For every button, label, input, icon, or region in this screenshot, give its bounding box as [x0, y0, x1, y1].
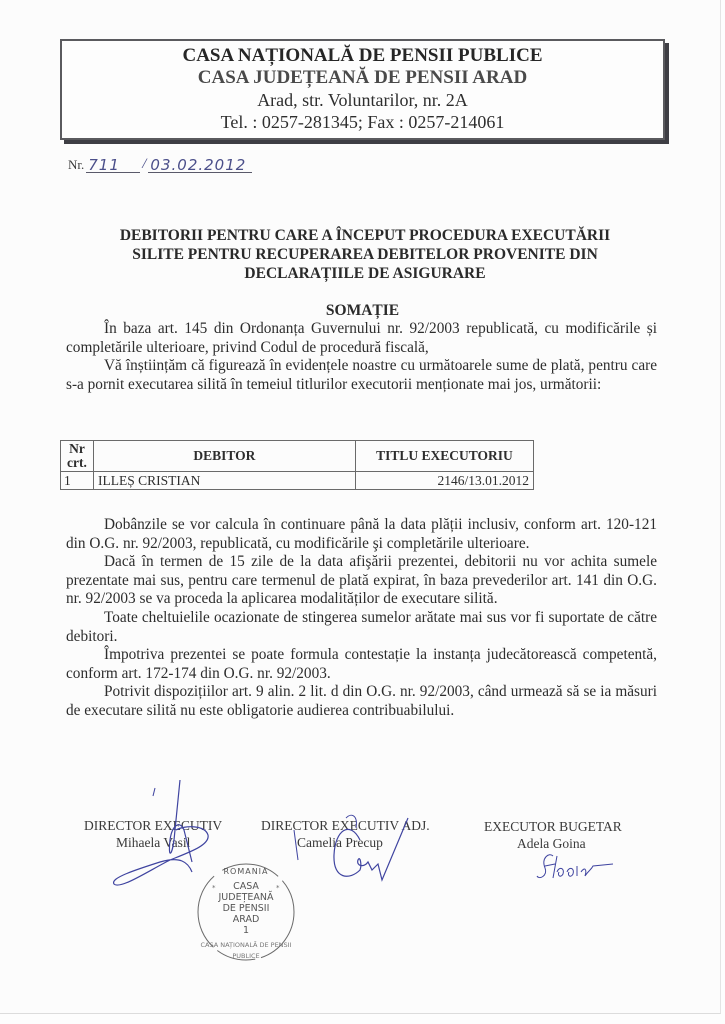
signature-block-deputy-director	[261, 817, 451, 851]
cell-debitor: ILLEȘ CRISTIAN	[93, 472, 355, 490]
stamp-bottom-arc: CASA NAȚIONALĂ DE PENSII PUBLICE	[200, 941, 292, 960]
stamp-top-arc: ROMANIA	[223, 867, 269, 876]
stamp-line-5: 1	[242, 925, 250, 936]
signature-name: Camelia Precup	[297, 835, 383, 850]
title-line-2: SILITE PENTRU RECUPERAREA DEBITELOR PROVENITE DIN	[132, 246, 598, 263]
intro-paragraph: În baza art. 145 din Ordonanța Guvernului nr. 92/2003 republicată, cu modificările și completările ulterioare, privind Codul de procedură fiscală,	[66, 320, 657, 356]
title-line-3: DECLARAȚIILE DE ASIGURARE	[244, 265, 486, 282]
signature-block-director	[84, 817, 264, 851]
signature-role: DIRECTOR EXECUTIV ADJ.	[261, 818, 430, 833]
signature-name: Mihaela Vasil	[116, 835, 191, 850]
header-county-house: CASA JUDEȚEANĂ DE PENSII ARAD	[197, 67, 528, 88]
registration-label: Nr.	[68, 157, 85, 172]
registration-number	[68, 156, 252, 173]
svg-text:*: *	[212, 884, 216, 892]
registration-separator: /	[142, 156, 147, 172]
column-header-debitor: DEBITOR	[93, 441, 355, 472]
title-line-1: DEBITORII PENTRU CARE A ÎNCEPUT PROCEDURA EXECUTĂRII	[119, 227, 611, 244]
intro-paragraphs	[66, 320, 657, 394]
header-address: Arad, str. Voluntarilor, nr. 2A	[257, 90, 468, 110]
table-row	[61, 472, 534, 490]
body-paragraph: Dacă în termen de 15 zile de la data afişării prezentei, debitorii nu vor achita sumele prezentate mai sus, pentru care termenul de plată expirat, în baza prevederilor art. 141 din O.G. nr. 92/2003 se va proceda la aplicarea modalităților de executare silită.	[66, 553, 657, 608]
svg-text:*: *	[276, 884, 280, 892]
column-header-nr: Nr crt.	[61, 441, 94, 472]
handwritten-signature-icon	[535, 850, 615, 885]
registration-number-value: 711	[86, 158, 140, 173]
cell-nr: 1	[61, 472, 94, 490]
header-national-house: CASA NAȚIONALĂ DE PENSII PUBLICE	[182, 45, 543, 66]
stamp-line-3: DE PENSII	[222, 903, 270, 914]
signature-name: Adela Goina	[517, 836, 586, 851]
document-title	[70, 226, 660, 283]
stamp-line-1: CASA	[233, 881, 259, 892]
debtor-table	[60, 440, 534, 490]
column-header-titlu: TITLU EXECUTORIU	[355, 441, 533, 472]
header-contact: Tel. : 0257-281345; Fax : 0257-214061	[220, 112, 505, 132]
body-paragraph: Dobânzile se vor calcula în continuare până la data plății inclusiv, conform art. 120-121 din O.G. nr. 92/2003, republicată, cu modificările şi completările ulterioare.	[66, 516, 657, 552]
signature-role: DIRECTOR EXECUTIV	[84, 818, 223, 833]
table-header-row	[61, 441, 534, 472]
cell-titlu: 2146/13.01.2012	[355, 472, 533, 490]
signature-role: EXECUTOR BUGETAR	[484, 819, 622, 834]
body-paragraph: Împotriva prezentei se poate formula contestație la instanța judecătorească competentă, conform art. 172-174 din O.G. nr. 92/2003.	[66, 646, 657, 682]
institution-header	[60, 39, 665, 140]
stamp-line-2: JUDEȚEANĂ	[218, 892, 274, 903]
body-paragraph: Potrivit dispozițiilor art. 9 alin. 2 lit. d din O.G. nr. 92/2003, când urmează să se ia măsuri de executare silită nu este obligatorie audierea contribuabilului.	[66, 683, 657, 719]
body-paragraphs	[66, 516, 657, 721]
registration-date: 03.02.2012	[148, 158, 252, 173]
official-stamp	[192, 860, 300, 964]
body-paragraph: Toate cheltuielile ocazionate de stingerea sumelor arătate mai sus vor fi suportate de către debitori.	[66, 608, 657, 645]
somatie-heading: SOMAȚIE	[325, 302, 400, 319]
intro-paragraph: Vă înștiințăm că figurează în evidențele noastre cu următoarele sume de plată, pentru care s-a pornit executarea silită în temeiul titlurilor executorii menționate mai jos, următorii:	[66, 357, 657, 393]
signature-block-executor	[484, 818, 644, 852]
stamp-line-4: ARAD	[232, 914, 260, 925]
